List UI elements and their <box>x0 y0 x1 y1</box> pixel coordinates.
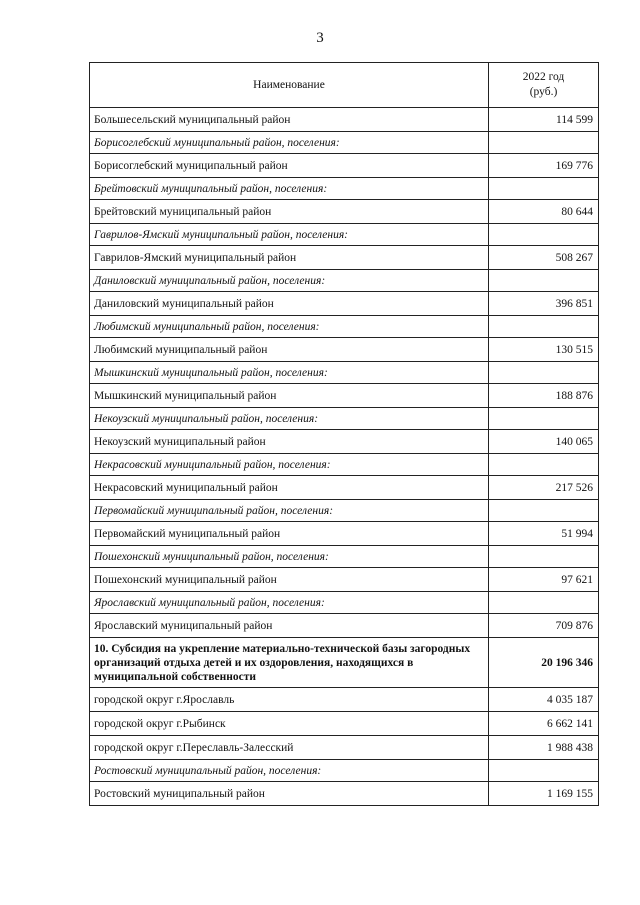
row-value-cell <box>489 224 599 246</box>
row-name-cell: Некрасовский муниципальный район, поселения: <box>90 454 489 476</box>
table-header-row <box>90 63 599 108</box>
row-name-cell: Борисоглебский муниципальный район, поселения: <box>90 132 489 154</box>
table-row <box>90 476 599 500</box>
row-value-cell: 508 267 <box>489 246 599 270</box>
row-value-cell: 1 169 155 <box>489 782 599 806</box>
table-row <box>90 108 599 132</box>
row-value-cell <box>489 316 599 338</box>
row-name-cell: Даниловский муниципальный район, поселения: <box>90 270 489 292</box>
row-name-cell: городской округ г.Ярославль <box>90 688 489 712</box>
group-heading-row <box>90 270 599 292</box>
row-name-cell: городской округ г.Переславль-Залесский <box>90 736 489 760</box>
row-value-cell <box>489 546 599 568</box>
row-name-cell: Брейтовский муниципальный район <box>90 200 489 224</box>
table-row <box>90 568 599 592</box>
row-name-cell: Гаврилов-Ямский муниципальный район <box>90 246 489 270</box>
table-row <box>90 292 599 316</box>
row-value-cell <box>489 408 599 430</box>
table-row <box>90 782 599 806</box>
group-heading-row <box>90 408 599 430</box>
row-value-cell: 51 994 <box>489 522 599 546</box>
group-heading-row <box>90 178 599 200</box>
row-name-cell: Гаврилов-Ямский муниципальный район, поселения: <box>90 224 489 246</box>
column-header-unit: (руб.) <box>529 86 558 98</box>
row-value-cell <box>489 454 599 476</box>
row-name-cell: Мышкинский муниципальный район <box>90 384 489 408</box>
row-name-cell: Ярославский муниципальный район <box>90 614 489 638</box>
row-name-cell: Даниловский муниципальный район <box>90 292 489 316</box>
row-value-cell: 169 776 <box>489 154 599 178</box>
row-value-cell <box>489 178 599 200</box>
row-value-cell <box>489 362 599 384</box>
table-row <box>90 736 599 760</box>
row-name-cell: Первомайский муниципальный район, поселения: <box>90 500 489 522</box>
row-value-cell: 217 526 <box>489 476 599 500</box>
row-value-cell <box>489 500 599 522</box>
group-heading-row <box>90 362 599 384</box>
group-heading-row <box>90 224 599 246</box>
row-value-cell <box>489 760 599 782</box>
column-header-year <box>489 63 599 108</box>
table-row <box>90 688 599 712</box>
row-name-cell: Первомайский муниципальный район <box>90 522 489 546</box>
row-name-cell: Любимский муниципальный район, поселения: <box>90 316 489 338</box>
row-name-cell: Ярославский муниципальный район, поселения: <box>90 592 489 614</box>
table-row <box>90 614 599 638</box>
table-row <box>90 154 599 178</box>
row-name-cell: 10. Субсидия на укрепление материально-технической базы загородных организаций отдыха детей и их оздоровления, находящихся в муниципальной собственности <box>90 638 489 688</box>
group-heading-row <box>90 132 599 154</box>
table-row <box>90 246 599 270</box>
row-value-cell: 1 988 438 <box>489 736 599 760</box>
row-value-cell <box>489 132 599 154</box>
section-row <box>90 638 599 688</box>
group-heading-row <box>90 500 599 522</box>
row-name-cell: Ростовский муниципальный район <box>90 782 489 806</box>
row-value-cell <box>489 270 599 292</box>
table-row <box>90 338 599 362</box>
table-row <box>90 522 599 546</box>
row-value-cell <box>489 592 599 614</box>
row-value-cell: 80 644 <box>489 200 599 224</box>
table-row <box>90 384 599 408</box>
group-heading-row <box>90 592 599 614</box>
row-name-cell: Некоузский муниципальный район <box>90 430 489 454</box>
table-row <box>90 712 599 736</box>
column-header-year-label: 2022 год <box>522 71 565 83</box>
group-heading-row <box>90 760 599 782</box>
group-heading-row <box>90 454 599 476</box>
row-value-cell: 6 662 141 <box>489 712 599 736</box>
row-name-cell: Пошехонский муниципальный район <box>90 568 489 592</box>
row-name-cell: Брейтовский муниципальный район, поселения: <box>90 178 489 200</box>
page-number: 3 <box>316 30 324 46</box>
row-value-cell: 396 851 <box>489 292 599 316</box>
row-value-cell: 188 876 <box>489 384 599 408</box>
table-row <box>90 200 599 224</box>
table-body <box>90 108 599 806</box>
row-value-cell: 709 876 <box>489 614 599 638</box>
column-header-name: Наименование <box>90 63 489 108</box>
subsidy-table <box>89 62 599 806</box>
row-name-cell: городской округ г.Рыбинск <box>90 712 489 736</box>
row-name-cell: Любимский муниципальный район <box>90 338 489 362</box>
table-row <box>90 430 599 454</box>
row-name-cell: Мышкинский муниципальный район, поселения: <box>90 362 489 384</box>
row-value-cell: 114 599 <box>489 108 599 132</box>
row-value-cell: 20 196 346 <box>489 638 599 688</box>
group-heading-row <box>90 316 599 338</box>
row-name-cell: Большесельский муниципальный район <box>90 108 489 132</box>
group-heading-row <box>90 546 599 568</box>
row-name-cell: Некоузский муниципальный район, поселения: <box>90 408 489 430</box>
row-value-cell: 130 515 <box>489 338 599 362</box>
row-name-cell: Некрасовский муниципальный район <box>90 476 489 500</box>
row-value-cell: 97 621 <box>489 568 599 592</box>
row-name-cell: Борисоглебский муниципальный район <box>90 154 489 178</box>
row-value-cell: 140 065 <box>489 430 599 454</box>
row-value-cell: 4 035 187 <box>489 688 599 712</box>
row-name-cell: Пошехонский муниципальный район, поселения: <box>90 546 489 568</box>
row-name-cell: Ростовский муниципальный район, поселения: <box>90 760 489 782</box>
